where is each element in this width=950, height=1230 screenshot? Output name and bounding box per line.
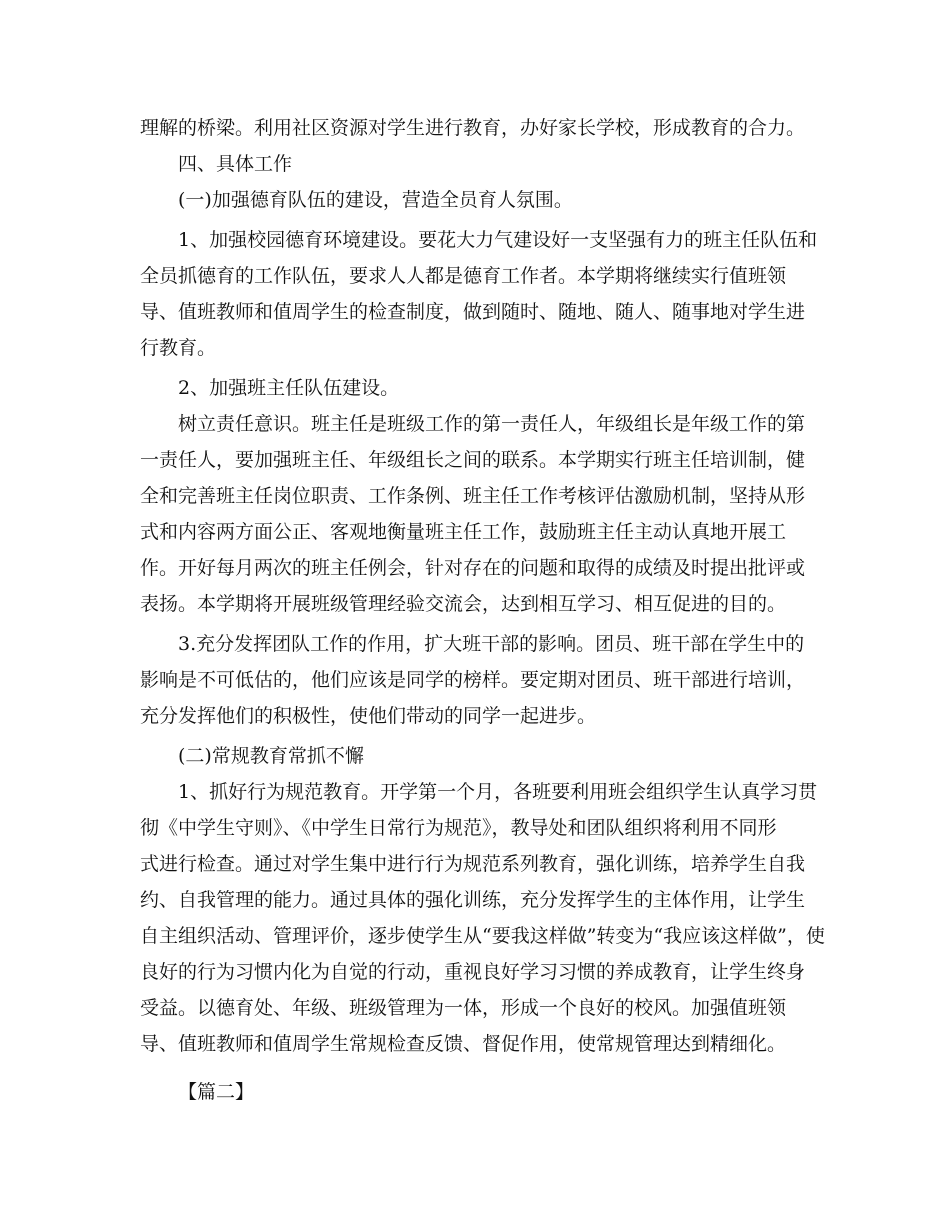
- paragraph-line: 1、抓好行为规范教育。开学第一个月，各班要利用班会组织学生认真学习贯: [178, 781, 818, 803]
- paragraph-line: 理解的桥梁。利用社区资源对学生进行教育，办好家长学校，形成教育的合力。: [140, 117, 806, 139]
- paragraph-line: 自主组织活动、管理评价，逐步使学生从“要我这样做”转变为“我应该这样做”，使: [140, 925, 825, 947]
- paragraph-line: 彻《中学生守则》、《中学生日常行为规范》，教导处和团队组织将利用不同形: [140, 817, 777, 839]
- subsection-heading: (二)常规教育常抓不懈: [178, 745, 364, 767]
- paragraph-line: 树立责任意识。班主任是班级工作的第一责任人，年级组长是年级工作的第: [178, 413, 806, 435]
- paragraph-line: 行教育。: [140, 337, 217, 359]
- paragraph-line: 充分发挥他们的积极性，使他们带动的同学一起进步。: [140, 705, 597, 727]
- subsection-heading: 2、加强班主任队伍建设。: [178, 377, 400, 399]
- section-heading: 四、具体工作: [178, 153, 293, 175]
- paragraph-line: 1、加强校园德育环境建设。要花大力气建设好一支坚强有力的班主任队伍和: [178, 229, 818, 251]
- paragraph-line: 式和内容两方面公正、客观地衡量班主任工作，鼓励班主任主动认真地开展工: [140, 521, 787, 543]
- paragraph-line: 导、值班教师和值周学生常规检查反馈、督促作用，使常规管理达到精细化。: [140, 1033, 787, 1055]
- paragraph-line: 导、值班教师和值周学生的检查制度，做到随时、随地、随人、随事地对学生进: [140, 301, 806, 323]
- paragraph-line: 3.充分发挥团队工作的作用，扩大班干部的影响。团员、班干部在学生中的: [178, 633, 805, 655]
- paragraph-line: 表扬。本学期将开展班级管理经验交流会，达到相互学习、相互促进的目的。: [140, 593, 787, 615]
- paragraph-line: 作。开好每月两次的班主任例会，针对存在的问题和取得的成绩及时提出批评或: [140, 557, 806, 579]
- paragraph-line: 约、自我管理的能力。通过具体的强化训练，充分发挥学生的主体作用，让学生: [140, 889, 806, 911]
- paragraph-line: 影响是不可低估的，他们应该是同学的榜样。要定期对团员、班干部进行培训，: [140, 669, 806, 691]
- paragraph-line: 全和完善班主任岗位职责、工作条例、班主任工作考核评估激励机制，坚持从形: [140, 485, 806, 507]
- paragraph-line: 受益。以德育处、年级、班级管理为一体，形成一个良好的校风。加强值班领: [140, 997, 787, 1019]
- paragraph-line: 式进行检查。通过对学生集中进行行为规范系列教育，强化训练，培养学生自我: [140, 853, 806, 875]
- document-body: [140, 110, 825, 1110]
- part-heading: 【篇二】: [178, 1081, 255, 1103]
- subsection-heading: (一)加强德育队伍的建设，营造全员育人氛围。: [178, 189, 573, 211]
- paragraph-line: 良好的行为习惯内化为自觉的行动，重视良好学习习惯的养成教育，让学生终身: [140, 961, 806, 983]
- paragraph-line: 全员抓德育的工作队伍，要求人人都是德育工作者。本学期将继续实行值班领: [140, 265, 787, 287]
- paragraph-line: 一责任人，要加强班主任、年级组长之间的联系。本学期实行班主任培训制，健: [140, 449, 806, 471]
